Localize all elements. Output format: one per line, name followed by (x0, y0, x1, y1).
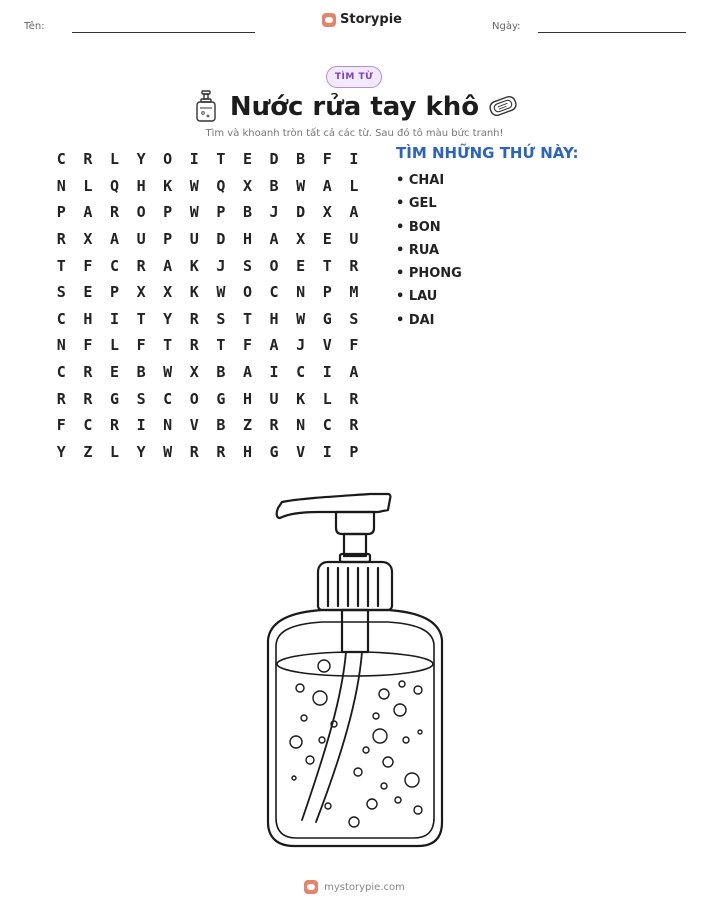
grid-cell[interactable]: D (269, 150, 279, 169)
grid-cell[interactable]: A (269, 230, 279, 249)
grid-cell[interactable]: E (296, 256, 306, 275)
grid-row (48, 359, 367, 386)
grid-row (48, 252, 367, 279)
grid-cell[interactable]: Y (56, 442, 66, 461)
grid-cell[interactable]: W (163, 363, 173, 382)
grid-cell[interactable]: C (56, 309, 66, 328)
grid-cell[interactable]: R (269, 416, 279, 435)
word-item: • BON (396, 219, 441, 235)
grid-cell[interactable]: M (349, 283, 359, 302)
grid-cell[interactable]: O (163, 150, 173, 169)
grid-cell[interactable]: C (296, 363, 306, 382)
grid-cell[interactable]: R (189, 336, 199, 355)
grid-cell[interactable]: T (216, 336, 226, 355)
word-item: • GEL (396, 196, 437, 212)
grid-cell[interactable]: I (136, 416, 146, 435)
grid-cell[interactable]: W (296, 176, 306, 195)
word-item: • CHAI (396, 173, 445, 188)
grid-cell[interactable]: F (349, 336, 359, 355)
grid-row (48, 199, 367, 226)
grid-cell[interactable]: W (216, 283, 226, 302)
grid-cell[interactable]: R (56, 389, 66, 408)
grid-cell[interactable]: O (189, 389, 199, 408)
grid-cell[interactable]: U (349, 230, 359, 249)
grid-cell[interactable]: P (322, 283, 332, 302)
grid-cell[interactable]: T (216, 150, 226, 169)
grid-cell[interactable]: L (109, 336, 119, 355)
name-line[interactable] (72, 32, 255, 33)
grid-cell[interactable]: T (163, 336, 173, 355)
brand-logo (322, 12, 402, 27)
grid-cell[interactable]: A (242, 363, 252, 382)
grid-cell[interactable]: R (189, 442, 199, 461)
word-item: • RUA (396, 242, 440, 258)
grid-cell[interactable]: R (56, 230, 66, 249)
grid-cell[interactable]: R (109, 203, 119, 222)
date-label: Ngày: (492, 21, 521, 32)
storypie-logo-icon (322, 13, 336, 27)
grid-cell[interactable]: E (322, 230, 332, 249)
grid-cell[interactable]: H (242, 442, 252, 461)
grid-cell[interactable]: V (322, 336, 332, 355)
grid-row (48, 439, 367, 466)
grid-cell[interactable]: G (216, 389, 226, 408)
page-title: Nước rửa tay khô (229, 92, 480, 122)
grid-cell[interactable]: S (349, 309, 359, 328)
grid-cell[interactable]: O (242, 283, 252, 302)
name-label: Tên: (24, 21, 45, 32)
grid-cell[interactable]: H (83, 309, 93, 328)
grid-cell[interactable]: L (109, 150, 119, 169)
grid-cell[interactable]: R (83, 363, 93, 382)
grid-cell[interactable]: B (242, 203, 252, 222)
grid-cell[interactable]: B (136, 363, 146, 382)
grid-cell[interactable]: F (83, 256, 93, 275)
grid-cell[interactable]: R (136, 256, 146, 275)
grid-cell[interactable]: Q (216, 176, 226, 195)
grid-cell[interactable]: I (109, 309, 119, 328)
grid-cell[interactable]: X (296, 230, 306, 249)
grid-row (48, 226, 367, 253)
grid-cell[interactable]: N (163, 416, 173, 435)
grid-cell[interactable]: O (269, 256, 279, 275)
grid-cell[interactable]: A (163, 256, 173, 275)
grid-row (48, 173, 367, 200)
grid-cell[interactable]: C (56, 363, 66, 382)
grid-cell[interactable]: C (109, 256, 119, 275)
grid-cell[interactable]: S (216, 309, 226, 328)
grid-cell[interactable]: I (322, 442, 332, 461)
grid-cell[interactable]: H (242, 230, 252, 249)
grid-cell[interactable]: E (242, 150, 252, 169)
grid-cell[interactable]: A (269, 336, 279, 355)
grid-cell[interactable]: R (83, 389, 93, 408)
grid-cell[interactable]: D (216, 230, 226, 249)
grid-cell[interactable]: R (349, 256, 359, 275)
grid-cell[interactable]: P (163, 203, 173, 222)
grid-cell[interactable]: X (189, 363, 199, 382)
grid-cell[interactable]: F (242, 336, 252, 355)
grid-row (48, 412, 367, 439)
grid-cell[interactable]: W (189, 176, 199, 195)
date-line[interactable] (538, 32, 686, 33)
find-heading: TÌM NHỮNG THỨ NÀY: (396, 144, 579, 162)
grid-cell[interactable]: T (322, 256, 332, 275)
word-item: • DAI (396, 312, 435, 328)
grid-cell[interactable]: F (56, 416, 66, 435)
grid-row (48, 332, 367, 359)
grid-cell[interactable]: F (83, 336, 93, 355)
grid-cell[interactable]: S (242, 256, 252, 275)
grid-cell[interactable]: G (109, 389, 119, 408)
soap-bar-icon (487, 94, 519, 118)
grid-cell[interactable]: P (163, 230, 173, 249)
grid-cell[interactable]: K (189, 256, 199, 275)
grid-cell[interactable]: A (349, 203, 359, 222)
word-list (396, 170, 462, 333)
word-item: • PHONG (396, 266, 462, 282)
grid-cell[interactable]: G (322, 309, 332, 328)
storypie-logo-icon (304, 880, 318, 894)
word-search-badge: TÌM TỪ (326, 66, 382, 88)
footer (0, 880, 709, 894)
grid-cell[interactable]: J (269, 203, 279, 222)
grid-cell[interactable]: S (56, 283, 66, 302)
grid-cell[interactable]: X (322, 203, 332, 222)
grid-cell[interactable]: P (109, 283, 119, 302)
grid-cell[interactable]: P (349, 442, 359, 461)
grid-cell[interactable]: X (136, 283, 146, 302)
grid-row (48, 306, 367, 333)
grid-cell[interactable]: H (242, 389, 252, 408)
grid-cell[interactable]: F (322, 150, 332, 169)
grid-cell[interactable]: T (136, 309, 146, 328)
brand-name: Storypie (340, 12, 402, 27)
grid-cell[interactable]: S (136, 389, 146, 408)
grid-cell[interactable]: I (349, 150, 359, 169)
grid-cell[interactable]: U (269, 389, 279, 408)
grid-cell[interactable]: B (296, 150, 306, 169)
grid-cell[interactable]: G (269, 442, 279, 461)
grid-cell[interactable]: L (83, 176, 93, 195)
grid-cell[interactable]: Z (242, 416, 252, 435)
grid-cell[interactable]: E (83, 283, 93, 302)
grid-cell[interactable]: W (163, 442, 173, 461)
grid-cell[interactable]: D (296, 203, 306, 222)
letter-grid[interactable] (48, 146, 367, 465)
grid-cell[interactable]: B (269, 176, 279, 195)
grid-cell[interactable]: A (322, 176, 332, 195)
grid-row (48, 279, 367, 306)
footer-url[interactable]: mystorypie.com (324, 881, 405, 893)
grid-cell[interactable]: K (296, 389, 306, 408)
grid-cell[interactable]: L (109, 442, 119, 461)
instructions: Tìm và khoanh tròn tất cả các từ. Sau đó tô màu bức tranh! (205, 128, 504, 139)
grid-cell[interactable]: L (349, 176, 359, 195)
word-item: • LAU (396, 289, 438, 305)
grid-cell[interactable]: R (189, 309, 199, 328)
grid-cell[interactable]: R (83, 150, 93, 169)
grid-cell[interactable]: V (189, 416, 199, 435)
grid-cell[interactable]: Q (109, 176, 119, 195)
grid-cell[interactable]: R (216, 442, 226, 461)
grid-cell[interactable]: C (83, 416, 93, 435)
grid-cell[interactable]: A (109, 230, 119, 249)
grid-cell[interactable]: N (296, 416, 306, 435)
grid-cell[interactable]: T (56, 256, 66, 275)
grid-cell[interactable]: H (136, 176, 146, 195)
grid-cell[interactable]: C (163, 389, 173, 408)
grid-cell[interactable]: X (163, 283, 173, 302)
sanitizer-coloring-illustration[interactable] (262, 488, 448, 850)
grid-row (48, 385, 367, 412)
grid-cell[interactable]: Y (136, 442, 146, 461)
grid-cell[interactable]: P (56, 203, 66, 222)
grid-cell[interactable]: N (56, 336, 66, 355)
grid-cell[interactable]: X (242, 176, 252, 195)
grid-cell[interactable]: A (349, 363, 359, 382)
grid-cell[interactable]: L (322, 389, 332, 408)
grid-cell[interactable]: I (269, 363, 279, 382)
grid-cell[interactable]: O (136, 203, 146, 222)
grid-cell[interactable]: R (349, 389, 359, 408)
grid-cell[interactable]: N (56, 176, 66, 195)
grid-cell[interactable]: T (242, 309, 252, 328)
grid-cell[interactable]: U (136, 230, 146, 249)
grid-cell[interactable]: Y (163, 309, 173, 328)
grid-row (48, 146, 367, 173)
grid-cell[interactable]: J (296, 336, 306, 355)
grid-cell[interactable]: U (189, 230, 199, 249)
grid-cell[interactable]: I (189, 150, 199, 169)
grid-cell[interactable]: C (269, 283, 279, 302)
grid-cell[interactable]: B (216, 416, 226, 435)
grid-cell[interactable]: R (109, 416, 119, 435)
grid-cell[interactable]: H (269, 309, 279, 328)
grid-cell[interactable]: K (163, 176, 173, 195)
grid-cell[interactable]: X (83, 230, 93, 249)
grid-cell[interactable]: I (322, 363, 332, 382)
grid-cell[interactable]: J (216, 256, 226, 275)
grid-cell[interactable]: F (136, 336, 146, 355)
grid-cell[interactable]: Y (136, 150, 146, 169)
grid-cell[interactable]: K (189, 283, 199, 302)
grid-cell[interactable]: Z (83, 442, 93, 461)
grid-cell[interactable]: E (109, 363, 119, 382)
grid-cell[interactable]: B (216, 363, 226, 382)
grid-cell[interactable]: V (296, 442, 306, 461)
grid-cell[interactable]: W (189, 203, 199, 222)
grid-cell[interactable]: N (296, 283, 306, 302)
grid-cell[interactable]: R (349, 416, 359, 435)
grid-cell[interactable]: W (296, 309, 306, 328)
grid-cell[interactable]: C (322, 416, 332, 435)
grid-cell[interactable]: P (216, 203, 226, 222)
grid-cell[interactable]: A (83, 203, 93, 222)
grid-cell[interactable]: C (56, 150, 66, 169)
